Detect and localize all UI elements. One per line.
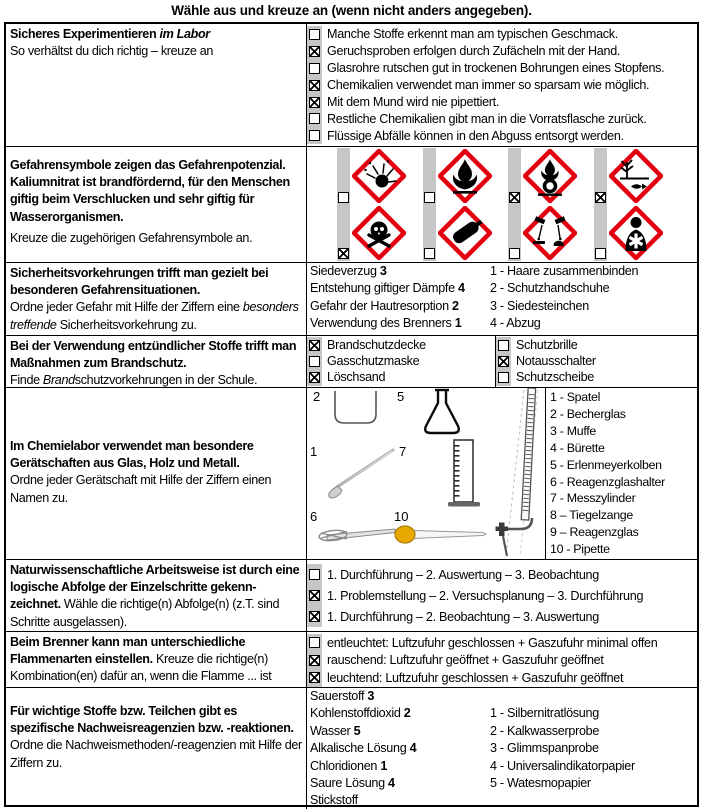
option-label: 1. Durchführung – 2. Beobachtung – 3. Auswertung (327, 609, 599, 624)
answer-number: 4 (388, 775, 395, 790)
checkbox[interactable] (309, 340, 320, 351)
prompt-normal: Kreuze die zugehörigen Gefahrensymbole an. (10, 230, 253, 245)
option-label: 1. Problemstellung – 2. Versuchsplanung – 3. Durchführung (327, 588, 644, 603)
pipette-icon (395, 526, 486, 543)
reagent-key-list (490, 689, 697, 809)
option-row (307, 60, 697, 77)
section-detection-prompt (6, 688, 307, 809)
equipment-canvas (307, 388, 546, 559)
checkbox[interactable] (338, 248, 349, 259)
section-method-options (307, 560, 697, 631)
hazard-column-2 (423, 148, 509, 261)
answer-pair: Saure Lösung 4 (310, 775, 395, 790)
option-row (307, 77, 697, 94)
equipment-drawings (307, 388, 546, 558)
checkbox-strip (423, 205, 436, 262)
prompt-bold: Bei der Verwendung entzündlicher Stoffe trifft man Maßnahmen zum Brandschutz. (10, 339, 297, 371)
option-label: Flüssige Abfälle können in den Abguss entsorgt werden. (327, 128, 624, 143)
section-equipment-figures (307, 388, 697, 559)
option-row (496, 353, 697, 369)
section-burner (6, 632, 697, 688)
item-number-pipette: 10 (394, 509, 409, 524)
key-item: 4 - Abzug (490, 316, 541, 331)
key-item: 2 - Kalkwasserprobe (490, 723, 600, 738)
checkbox[interactable] (509, 192, 520, 203)
checkbox[interactable] (309, 372, 320, 383)
section-detection-answers (307, 688, 697, 809)
checkbox[interactable] (309, 113, 320, 124)
checkbox[interactable] (309, 672, 320, 683)
section-hazard-symbols (6, 147, 697, 263)
checkbox-strip (496, 353, 511, 369)
section-precautions-prompt (6, 263, 307, 335)
checkbox[interactable] (309, 97, 320, 108)
item-number-flask: 5 (397, 389, 405, 404)
section-burner-options (307, 632, 697, 687)
key-item: 1 - Silbernitratlösung (490, 706, 599, 721)
checkbox-strip (594, 148, 607, 205)
burette-icon (496, 388, 539, 556)
option-label: Schutzbrille (516, 338, 578, 353)
checkbox-strip (496, 369, 511, 385)
option-row (307, 606, 697, 627)
option-label: Glasrohre rutschen gut in trockenen Bohrungen eines Stopfens. (327, 61, 665, 76)
toxic-icon (352, 206, 406, 260)
checkbox[interactable] (309, 637, 320, 648)
checkbox-strip (307, 77, 322, 94)
key-item: 4 - Universalindikatorpapier (490, 758, 635, 773)
option-label: Restliche Chemikalien gibt man in die Vorratsflasche zurück. (327, 111, 647, 126)
environment-icon (609, 149, 663, 203)
prompt-bold: Gefahrensymbole zeigen das Gefahrenpotenzial. Kaliumnitrat ist brandfördernd, für den Menschen giftig beim Verschlucken und sehr giftig für Wasserorganismen. (10, 158, 290, 224)
answer-pair: Kohlenstoffdioxid 2 (310, 706, 411, 721)
key-item: 3 - Glimmspanprobe (490, 741, 599, 756)
option-label: Geruchsproben erfolgen durch Zufächeln mit der Hand. (327, 44, 621, 59)
option-label: Gasschutzmaske (327, 354, 420, 369)
answer-pair: Siedeverzug 3 (310, 264, 387, 278)
option-row (307, 127, 697, 144)
key-item: 4 - Bürette (550, 440, 605, 455)
answer-pair: Entstehung giftiger Dämpfe 4 (310, 281, 465, 296)
section-burner-prompt (6, 632, 307, 687)
section-lab-safety-prompt (6, 24, 307, 146)
answer-number: 2 (452, 298, 459, 313)
prompt-bold-italic: im Labor (159, 27, 210, 41)
item-number-holder: 6 (310, 509, 318, 524)
key-item: 10 - Pipette (550, 542, 610, 557)
section-detection (6, 688, 697, 809)
section-lab-safety-options (307, 24, 697, 146)
oxidizing-icon (523, 149, 577, 203)
hazard-option-explosive (337, 148, 423, 205)
checkbox[interactable] (309, 655, 320, 666)
gas-cylinder-icon (438, 206, 492, 260)
section-fire-protection-options (307, 336, 697, 387)
checkbox-strip (594, 205, 607, 262)
option-row (307, 669, 697, 687)
fire-options-column-1 (307, 336, 495, 387)
section-method-prompt (6, 560, 307, 631)
answer-pair: Stickstoff (310, 793, 358, 808)
test-tube-holder-icon (319, 529, 395, 542)
fire-options-column-2 (495, 336, 697, 387)
answer-number: 3 (379, 264, 387, 278)
section-precautions-answers (307, 263, 697, 335)
checkbox[interactable] (309, 80, 320, 91)
checkbox-strip (307, 43, 322, 60)
key-item: 1 - Haare zusammenbinden (490, 264, 639, 278)
option-label: leuchtend: Luftzufuhr geschlossen + Gaszufuhr geöffnet (327, 670, 624, 685)
prompt-bold: Naturwissenschaftliche Arbeitsweise ist durch eine logische Abfolge der Einzelschritte gekenn-zeichnet. (10, 563, 300, 612)
hazard-answer-list (310, 264, 490, 334)
item-number-cylinder: 7 (399, 444, 407, 459)
checkbox[interactable] (309, 569, 320, 580)
hazard-option-oxidizing (508, 148, 594, 205)
checkbox[interactable] (309, 46, 320, 57)
item-number-beaker: 2 (313, 389, 321, 404)
checkbox[interactable] (309, 29, 320, 40)
checkbox-strip (307, 669, 322, 687)
answer-number: 5 (353, 723, 361, 738)
beaker-icon (335, 391, 376, 423)
option-row (496, 337, 697, 353)
checkbox-strip (508, 205, 521, 262)
checkbox[interactable] (309, 590, 320, 601)
prompt-bold: Im Chemielabor verwendet man besondere Gerätschaften aus Glas, Holz und Metall. (10, 439, 254, 471)
flammable-icon (438, 149, 492, 203)
option-row (307, 369, 495, 385)
checkbox-strip (307, 26, 322, 43)
answer-number: 3 (367, 689, 375, 703)
substance-answer-list (310, 689, 490, 809)
section-precautions (6, 263, 697, 336)
checkbox[interactable] (309, 356, 320, 367)
answer-pair: Gefahr der Hautresorption 2 (310, 298, 459, 313)
checkbox[interactable] (309, 130, 320, 141)
prompt-bold: Sicherheitsvorkehrungen trifft man gezielt bei besonderen Gefahrensituationen. (10, 266, 269, 298)
spatula-icon (329, 449, 395, 499)
checkbox-strip (307, 337, 322, 353)
section-hazard-symbols-prompt (6, 147, 307, 262)
option-row (307, 634, 697, 652)
key-item: 9 – Reagenzglas (550, 525, 639, 540)
number-key-list (490, 264, 697, 334)
option-label: rauschend: Luftzufuhr geöffnet + Gaszufuhr geöffnet (327, 653, 604, 668)
section-method (6, 560, 697, 632)
checkbox[interactable] (509, 248, 520, 259)
answer-number: 1 (454, 316, 462, 331)
checkbox-strip (307, 94, 322, 111)
answer-number: 1 (380, 758, 388, 773)
checkbox[interactable] (424, 192, 435, 203)
prompt-normal: Wähle die richtige(n) Abfolge(n) (z.T. sind Schritte ausgelassen). (10, 597, 280, 629)
key-item: 7 - Messzylinder (550, 491, 636, 506)
item-number-spatula: 1 (310, 444, 318, 459)
option-row (307, 337, 495, 353)
prompt-bold: Für wichtige Stoffe bzw. Teilchen gibt es spezifische Nachweisreagenzien bzw. -reaktionen. (10, 704, 294, 736)
hazard-column-1 (337, 148, 423, 261)
answer-pair: Alkalische Lösung 4 (310, 741, 417, 756)
checkbox-strip (496, 337, 511, 353)
section-lab-safety (6, 24, 697, 147)
worksheet-table (4, 22, 699, 807)
prompt-normal: Ordne jeder Gefahr mit Hilfe der Ziffern eine besonders treffende Sicherheitsvorkehrung zu. (10, 300, 299, 332)
checkbox[interactable] (424, 248, 435, 259)
checkbox-strip (307, 585, 322, 606)
option-row (307, 43, 697, 60)
checkbox-strip (307, 606, 322, 627)
hazard-option-flammable (423, 148, 509, 205)
key-item: 8 – Tiegelzange (550, 508, 633, 523)
checkbox-strip (337, 148, 350, 205)
option-label: Chemikalien verwendet man immer so sparsam wie möglich. (327, 78, 650, 93)
checkbox[interactable] (309, 63, 320, 74)
checkbox[interactable] (338, 192, 349, 203)
section-fire-protection (6, 336, 697, 388)
health-hazard-icon (609, 206, 663, 260)
option-row (307, 26, 697, 43)
hazard-option-environment (594, 148, 680, 205)
checkbox-strip (307, 353, 322, 369)
key-item: 6 - Reagenzglashalter (550, 474, 665, 489)
hazard-option-gas-cylinder (423, 205, 509, 262)
section-equipment-prompt (6, 388, 307, 559)
checkbox[interactable] (498, 372, 509, 383)
key-item: 3 - Muffe (550, 423, 596, 438)
key-item: 1 - Spatel (550, 390, 601, 404)
erlenmeyer-flask-icon (425, 390, 459, 433)
option-row (307, 353, 495, 369)
answer-pair: Chloridionen 1 (310, 758, 388, 773)
explosive-icon (352, 149, 406, 203)
option-label: Manche Stoffe erkennt man am typischen Geschmack. (327, 27, 618, 42)
key-item: 5 - Watesmopapier (490, 775, 591, 790)
measuring-cylinder-icon (448, 440, 480, 507)
option-row (307, 110, 697, 127)
checkbox-strip (307, 127, 322, 144)
option-row (307, 652, 697, 670)
option-row (496, 369, 697, 385)
checkbox-strip (307, 652, 322, 670)
answer-number: 2 (403, 706, 411, 721)
option-label: Schutzscheibe (516, 370, 595, 385)
hazard-option-corrosive (508, 205, 594, 262)
prompt-normal: Ordne die Nachweismethoden/-reagenzien mit Hilfe der Ziffern zu. (10, 738, 302, 770)
section-hazard-symbols-grid (307, 147, 697, 262)
prompt-bold: Beim Brenner kann man unterschiedliche Flammenarten einstellen. (10, 635, 246, 667)
checkbox-strip (307, 369, 322, 385)
option-row (307, 585, 697, 606)
key-item: 2 - Schutzhandschuhe (490, 281, 610, 296)
hazard-column-4 (594, 148, 680, 261)
checkbox-strip (307, 110, 322, 127)
section-equipment (6, 388, 697, 560)
option-label: Mit dem Mund wird nie pipettiert. (327, 95, 500, 109)
option-row (307, 564, 697, 585)
checkbox[interactable] (498, 340, 509, 351)
option-label: 1. Durchführung – 2. Auswertung – 3. Beobachtung (327, 567, 599, 582)
key-item: 3 - Siedesteinchen (490, 298, 589, 313)
checkbox[interactable] (309, 611, 320, 622)
option-label: Löschsand (327, 370, 386, 385)
page-title: Wähle aus und kreuze an (wenn nicht anders angegeben). (171, 3, 532, 18)
answer-pair: Verwendung des Brenners 1 (310, 316, 462, 331)
prompt-normal: Kreuze die richtige(n) Kombination(en) dafür an, wenn die Flamme ... ist (10, 652, 272, 684)
option-label: Brandschutzdecke (327, 338, 426, 353)
hazard-column-3 (508, 148, 594, 261)
checkbox-strip (307, 564, 322, 585)
checkbox[interactable] (595, 192, 606, 203)
checkbox-strip (508, 148, 521, 205)
answer-number: 4 (458, 281, 465, 296)
option-label: entleuchtet: Luftzufuhr geschlossen + Gaszufuhr minimal offen (327, 635, 658, 650)
hazard-option-toxic (337, 205, 423, 262)
option-row (307, 94, 697, 111)
prompt-bold: Sicheres Experimentieren (10, 27, 160, 41)
section-fire-protection-prompt (6, 336, 307, 387)
checkbox-strip (307, 60, 322, 77)
checkbox[interactable] (595, 248, 606, 259)
option-label: Notausschalter (516, 354, 596, 369)
prompt-normal: Ordne jeder Gerätschaft mit Hilfe der Ziffern einen Namen zu. (10, 473, 272, 505)
checkbox[interactable] (498, 356, 509, 367)
checkbox-strip (337, 205, 350, 262)
prompt-normal: Finde Brandschutzvorkehrungen in der Schule. (10, 373, 258, 388)
key-item: 2 - Becherglas (550, 406, 626, 421)
checkbox-strip (423, 148, 436, 205)
corrosive-icon (523, 206, 577, 260)
equipment-name-key (546, 388, 697, 559)
answer-number: 4 (409, 741, 417, 756)
prompt-sub: So verhältst du dich richtig – kreuze an (10, 44, 214, 59)
checkbox-strip (307, 634, 322, 652)
hazard-option-health-hazard (594, 205, 680, 262)
answer-pair: Sauerstoff 3 (310, 689, 375, 703)
key-item: 5 - Erlenmeyerkolben (550, 457, 662, 472)
answer-pair: Wasser 5 (310, 723, 361, 738)
